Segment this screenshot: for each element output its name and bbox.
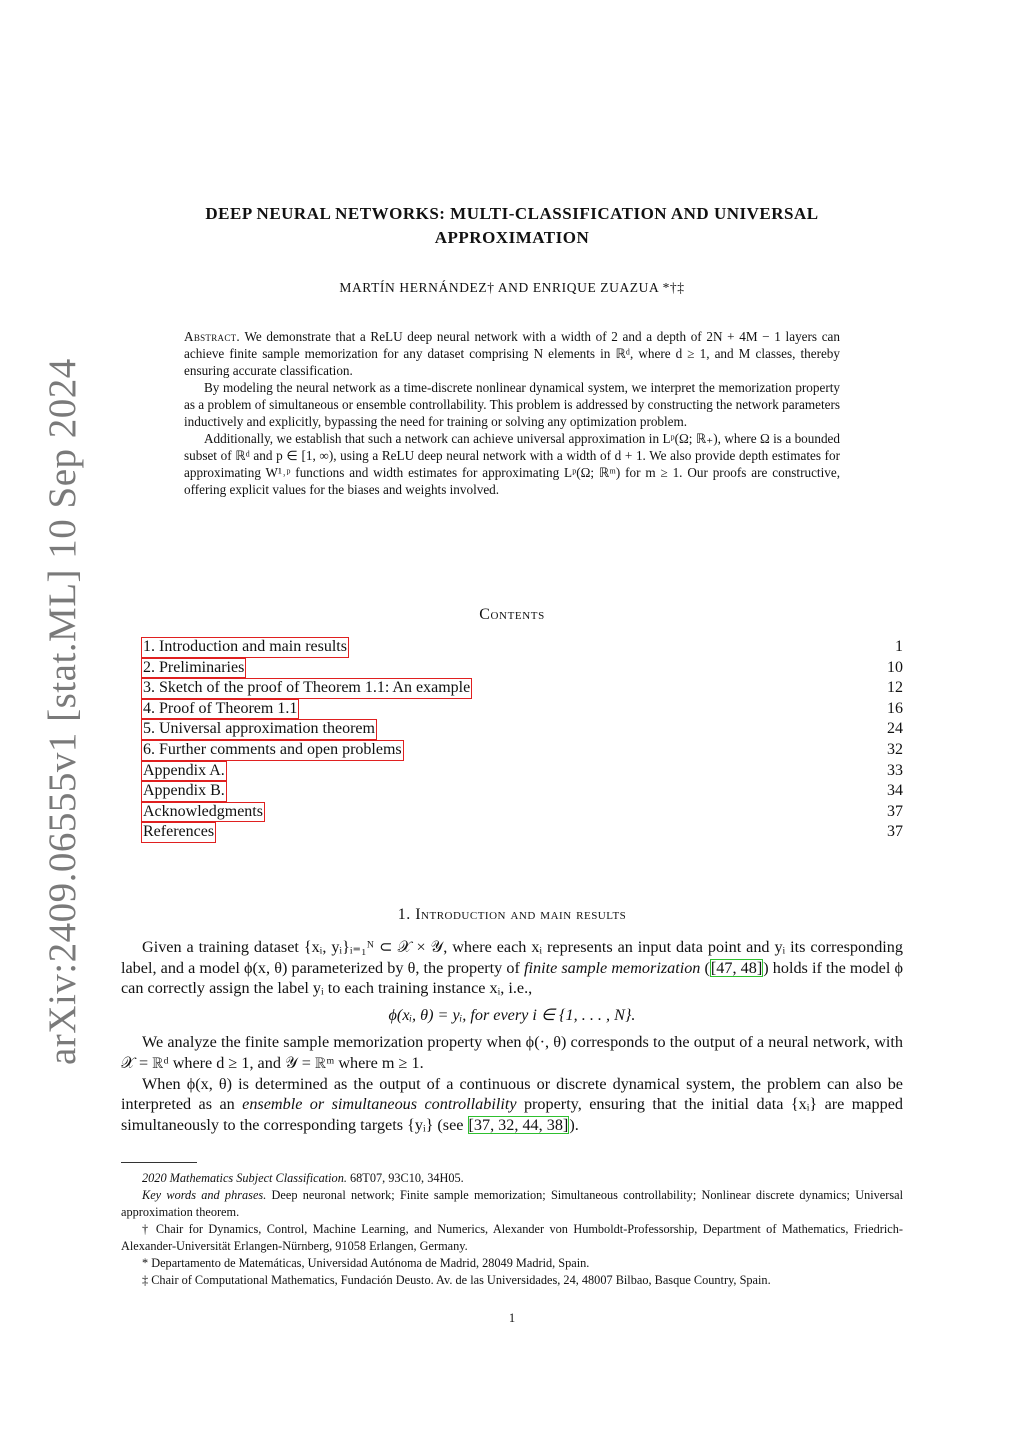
citation-link[interactable]: [47, 48] — [710, 958, 763, 977]
citation-link[interactable]: [37, 32, 44, 38] — [468, 1115, 569, 1134]
toc-page-number: 12 — [887, 679, 903, 697]
toc-row — [141, 658, 903, 679]
page-number: 1 — [508, 1311, 516, 1325]
toc-link[interactable]: 6. Further comments and open problems — [141, 740, 404, 761]
body-text-span: Given a training dataset {xᵢ, yᵢ}ᵢ₌₁ᴺ ⊂ 𝒳 × 𝒴, where each xᵢ represents an input data point and yᵢ its corresponding label, and a model ϕ(x, θ) parameterized by θ, the property of — [121, 938, 903, 977]
section-heading: 1. Introduction and main results — [397, 906, 627, 923]
toc-link[interactable]: References — [141, 822, 216, 843]
arxiv-identifier-stamp[interactable]: arXiv:2409.06555v1 [stat.ML] 10 Sep 2024 — [41, 358, 84, 1065]
toc-row — [141, 719, 903, 740]
body-paragraph-2: We analyze the finite sample memorization property when ϕ(·, θ) corresponds to the output of a neural network, with 𝒳 = ℝᵈ where d ≥ 1, and 𝒴 = ℝᵐ where m ≥ 1. — [121, 1033, 903, 1072]
toc-row — [141, 699, 903, 720]
toc-row — [141, 761, 903, 782]
abstract-text-1: We demonstrate that a ReLU deep neural network with a width of 2 and a depth of 2N + 4M − 1 layers can achieve finite sample memorization for any dataset comprising N elements in ℝᵈ, where d ≥ 1, and M classes, thereby ensuring accurate classification. — [184, 329, 840, 378]
toc-row — [141, 740, 903, 761]
emphasis-text: finite sample memorization — [523, 958, 701, 977]
table-of-contents — [141, 637, 903, 843]
footnote-ddagger: ‡ Chair of Computational Mathematics, Fundación Deusto. Av. de las Universidades, 24, 48007 Bilbao, Basque Country, Spain. — [142, 1273, 771, 1287]
abstract-paragraph-2: By modeling the neural network as a time-discrete nonlinear dynamical system, we interpret the memorization property as a problem of simultaneous or ensemble controllability. This problem is addressed by constructing the network parameters inductively and explicitly, bypassing the need for training or solving any optimization problem. — [184, 380, 840, 429]
body-text-span: ( — [700, 958, 710, 977]
toc-page-number: 32 — [887, 740, 903, 758]
author-list: MARTÍN HERNÁNDEZ† AND ENRIQUE ZUAZUA *†‡ — [339, 280, 685, 295]
body-text-span: ) holds if the model ϕ can correctly assign the label yᵢ to each training instance xᵢ, i.e., — [121, 958, 903, 998]
toc-page-number: 37 — [887, 823, 903, 841]
abstract-paragraph-3: Additionally, we establish that such a network can achieve universal approximation in Lᵖ(Ω; ℝ₊), where Ω is a bounded subset of ℝᵈ and p ∈ [1, ∞), using a ReLU deep neural network with a width of d + 1. We also provide depth estimates for approximating W¹˒ᵖ functions and width estimates for approximating Lᵖ(Ω; ℝᵐ) for m ≥ 1. Our proofs are constructive, offering explicit values for the biases and weights involved. — [184, 431, 840, 497]
footnote-star: * Departamento de Matemáticas, Universidad Autónoma de Madrid, 28049 Madrid, Spain. — [142, 1256, 590, 1270]
footnotes — [121, 1170, 903, 1289]
toc-link[interactable]: 4. Proof of Theorem 1.1 — [141, 699, 299, 720]
body-paragraph-3 — [121, 1074, 903, 1136]
toc-page-number: 24 — [887, 720, 903, 738]
toc-row — [141, 637, 903, 658]
toc-row — [141, 822, 903, 843]
toc-link[interactable]: 2. Preliminaries — [141, 658, 246, 679]
display-equation: ϕ(xᵢ, θ) = yᵢ, for every i ∈ {1, . . . , N}. — [388, 1005, 636, 1024]
footnote-msc — [121, 1170, 903, 1187]
footnote-divider — [121, 1162, 197, 1163]
toc-link[interactable]: Acknowledgments — [141, 802, 265, 823]
emphasis-text: ensemble or simultaneous controllability — [242, 1095, 517, 1114]
body-text-span: ). — [569, 1115, 579, 1134]
toc-link[interactable]: 1. Introduction and main results — [141, 637, 349, 658]
contents-heading: Contents — [479, 606, 545, 623]
body-paragraph-1 — [121, 937, 903, 999]
toc-page-number: 34 — [887, 782, 903, 800]
title-line-1: DEEP NEURAL NETWORKS: MULTI-CLASSIFICATION AND UNIVERSAL — [205, 204, 819, 223]
title-line-2: APPROXIMATION — [434, 228, 590, 247]
section-body — [121, 937, 903, 1135]
footnote-text: Deep neuronal network; Finite sample memorization; Simultaneous controllability; Nonlinear discrete dynamics; Universal approximation theorem. — [121, 1188, 904, 1219]
footnote-label: 2020 Mathematics Subject Classification. — [142, 1171, 347, 1185]
abstract-label: Abstract. — [184, 329, 241, 344]
toc-link[interactable]: 5. Universal approximation theorem — [141, 719, 377, 740]
toc-link[interactable]: Appendix B. — [141, 781, 227, 802]
toc-row — [141, 781, 903, 802]
paper-title — [120, 202, 904, 250]
toc-link[interactable]: Appendix A. — [141, 761, 227, 782]
body-text-span: property, ensuring that the initial data {xᵢ} are mapped simultaneously to the corresponding targets {yᵢ} (see — [121, 1095, 903, 1134]
toc-page-number: 37 — [887, 802, 903, 820]
toc-link[interactable]: 3. Sketch of the proof of Theorem 1.1: An example — [141, 678, 472, 699]
footnote-dagger: † Chair for Dynamics, Control, Machine Learning, and Numerics, Alexander von Humboldt-Professorship, Department of Mathematics, Friedrich-Alexander-Universität Erlangen-Nürnberg, 91058 Erlangen, Germany. — [121, 1222, 903, 1253]
toc-page-number: 10 — [887, 658, 903, 676]
body-text-span: When ϕ(x, θ) is determined as the output of a continuous or discrete dynamical system, the problem can also be interpreted as an — [121, 1074, 903, 1114]
toc-page-number: 16 — [887, 699, 903, 717]
abstract — [184, 328, 840, 498]
footnote-keywords — [121, 1187, 903, 1221]
footnote-text: 68T07, 93C10, 34H05. — [346, 1171, 464, 1185]
abstract-paragraph-1 — [184, 328, 840, 379]
toc-page-number: 33 — [887, 761, 903, 779]
toc-row — [141, 802, 903, 823]
toc-page-number: 1 — [895, 638, 903, 655]
toc-row — [141, 678, 903, 699]
footnote-label: Key words and phrases. — [142, 1188, 267, 1202]
